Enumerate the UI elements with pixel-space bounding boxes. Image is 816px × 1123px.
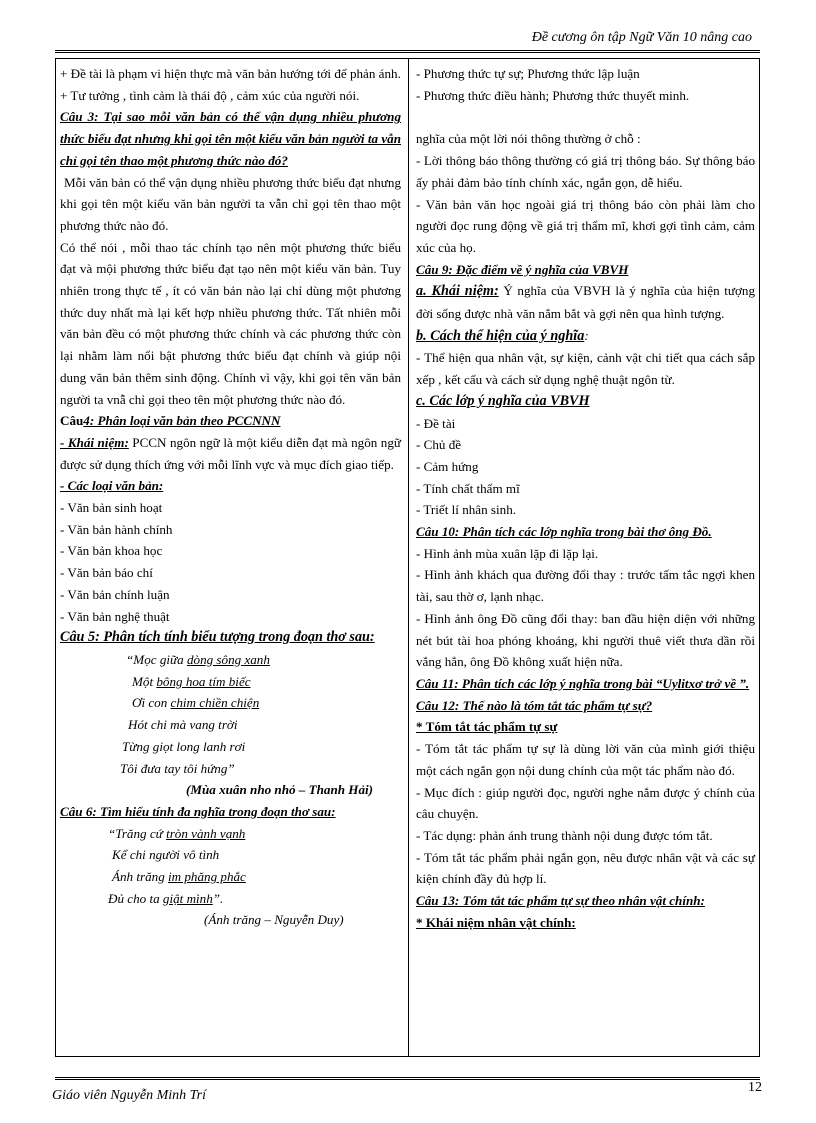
list-item: - Văn bản chính luận xyxy=(60,586,170,602)
question-5-heading: Câu 5: Phân tích tính biểu tượng trong đoạn thơ sau: xyxy=(60,629,375,646)
question-11-heading: Câu 11: Phân tích các lớp ý nghĩa trong bài “Uylitxơ trở về ”. xyxy=(416,675,750,691)
list-item: - Chủ đề xyxy=(416,437,462,453)
question-10-point-2: - Hình ảnh khách qua đường đổi thay : trước tấm tắc ngợi khen tài, sau thờ ơ, lạnh nhạc. xyxy=(416,567,755,605)
question-10-point-1: - Hình ảnh mùa xuân lặp đi lặp lại. xyxy=(416,545,599,561)
method-line-1: - Phương thức tự sự; Phương thức lập luận xyxy=(416,66,640,81)
question-4-definition xyxy=(60,432,401,475)
definition-text: PCCN ngôn ngữ là một kiểu diễn đạt mà ngôn ngữ được sử dụng thích ứng với mỗi lĩnh vực và mục đích giao tiếp. xyxy=(60,434,401,472)
question-4-prefix: Câu xyxy=(60,413,84,429)
question-4-heading xyxy=(60,410,401,432)
poem-line: Hót chi mà vang trời xyxy=(128,717,238,733)
right-column xyxy=(416,63,755,933)
summary-point-1: - Tóm tắt tác phẩm tự sự là dùng lời văn của mình giới thiệu một cách ngắn gọn nội dung chính của một tác phẩm nào đó. xyxy=(416,741,755,778)
topic-definition: + Đề tài là phạm vi hiện thực mà văn bản hướng tới để phản ánh. xyxy=(60,66,401,81)
poem-moonlight xyxy=(60,823,401,932)
page-header-title: Đề cương ôn tập Ngữ Văn 10 nâng cao xyxy=(531,30,752,45)
poem-source: (Mùa xuân nho nhỏ – Thanh Hải) xyxy=(186,782,374,798)
poem-line: Đủ cho ta giật mình”. xyxy=(108,890,224,906)
summary-point-2: - Mục đích : giúp người đọc, người nghe nắm được ý chính của câu chuyện. xyxy=(416,784,755,822)
list-item: - Văn bản hành chính xyxy=(60,521,173,537)
poem-source: (Ánh trăng – Nguyễn Duy) xyxy=(204,912,344,928)
thought-definition: + Tư tưởng , tình cảm là thái độ , cảm xúc của người nói. xyxy=(60,87,360,103)
concept-text: Ý nghĩa của VBVH là ý nghĩa của hiện tượng đời sống được nhà văn nắm bắt và gợi nên qua hình tượng. xyxy=(416,283,755,322)
list-item: - Văn bản sinh hoạt xyxy=(60,500,163,516)
question-10-heading: Câu 10: Phân tích các lớp nghĩa trong bài thơ ông Đồ. xyxy=(416,524,712,540)
question-10-point-3: - Hình ảnh ông Đồ cũng đổi thay: ban đầu hiện diện với những nét bút tài hoa phóng khoáng, khi người thuê viết thưa dần rồi vắng hẳn, ông Đồ không xuất hiện nữa. xyxy=(416,610,755,670)
meaning-layers-list xyxy=(416,413,755,522)
question-6-heading: Câu 6: Tìm hiểu tính đa nghĩa trong đoạn thơ sau: xyxy=(60,803,336,819)
poem-spring xyxy=(60,649,401,801)
poem-line: Tôi đưa tay tôi hứng” xyxy=(120,760,235,776)
question-9-b-heading: b. Cách thể hiện của ý nghĩa: xyxy=(416,327,589,344)
poem-line: Ơi con chim chiền chiện xyxy=(132,695,260,711)
definition-label: - Khái niệm: xyxy=(60,434,129,450)
question-13-heading: Câu 13: Tóm tắt tác phẩm tự sự theo nhân vật chính: xyxy=(416,893,705,909)
text-types-heading: - Các loại văn bản: xyxy=(60,478,164,494)
poem-line: Một bông hoa tím biếc xyxy=(132,673,251,689)
list-item: - Văn bản báo chí xyxy=(60,565,153,581)
poem-line: Từng giọt long lanh rơi xyxy=(122,738,246,754)
list-item: - Cảm hứng xyxy=(416,458,479,474)
left-column xyxy=(60,63,401,931)
question-3-heading: Câu 3: Tại sao mỗi văn bản có thể vận dụng nhiều phương thức biểu đạt nhưng khi gọi tên một kiểu văn bản người ta vẫn chỉ gọi tên thao một phương thức nào đó? xyxy=(60,109,401,168)
footer-teacher: Giáo viên Nguyễn Minh Trí xyxy=(52,1088,206,1103)
list-item: - Văn bản nghệ thuật xyxy=(60,608,170,624)
list-item: - Đề tài xyxy=(416,415,456,431)
main-character-subheading: * Khái niệm nhân vật chính: xyxy=(416,914,576,930)
meaning-intro: nghĩa của một lời nói thông thường ở chỗ : xyxy=(416,131,641,147)
meaning-point-1: - Lời thông báo thông thường có giá trị thông báo. Sự thông báo ấy phải đảm bảo tính chính xác, ngắn gọn, dễ hiểu. xyxy=(416,153,755,190)
list-item: - Tính chất thẩm mĩ xyxy=(416,480,520,496)
summary-subheading: * Tóm tắt tác phẩm tự sự xyxy=(416,719,558,735)
method-line-2: - Phương thức điều hành; Phương thức thuyết minh. xyxy=(416,87,690,103)
content-table xyxy=(55,58,760,1057)
summary-point-4: - Tóm tắt tác phẩm phải ngắn gọn, nêu được nhân vật và các sự kiện chính đầy đủ hợp lí. xyxy=(416,849,755,887)
meaning-point-2: - Văn bản văn học ngoài giá trị thông báo còn phải làm cho người đọc rung động về giá trị thẩm mĩ, khơi gợi tình cảm, cảm xúc của họ. xyxy=(416,196,755,255)
question-3-answer-1: Mỗi văn bản có thể vận dụng nhiều phương thức biểu đạt nhưng khi gọi tên một kiểu văn bản người ta vẫn chỉ gọi tên thao một phương thức nào đó. xyxy=(60,174,401,233)
poem-line: “Trăng cứ tròn vành vạnh xyxy=(108,825,246,841)
poem-line: Kể chi người vô tình xyxy=(112,847,220,863)
question-9-b-text: - Thể hiện qua nhân vật, sự kiện, cảnh vật chi tiết qua cách sắp xếp , kết cấu và cách sử dụng nghệ thuật ngôn từ. xyxy=(416,350,755,388)
question-12-heading: Câu 12: Thế nào là tóm tắt tác phẩm tự sự? xyxy=(416,697,653,713)
poem-line: “Mọc giữa dòng sông xanh xyxy=(126,651,270,667)
text-types-list xyxy=(60,497,401,627)
column-divider xyxy=(408,59,409,1056)
question-9-a xyxy=(416,280,755,324)
footer-rule xyxy=(55,1077,760,1080)
question-3-answer-2: Có thể nói , mỗi thao tác chính tạo nên một phương thức biểu đạt và mội phương thức biểu đạt tạo nên một kiểu văn bản. Tuy nhiên trong thực tế , ít có văn bản nào lại chỉ dùng một phương thức duy nhất mà lại kết hợp nhiều phương thức. Tất nhiên mỗi văn bản đều có một phương thức chính và các phương thức còn lại nhằm làm nổi bật phương thức biểu đạt chính và giúp nội dung văn bản thêm sinh động. Chính vì vậy, khi gọi tên văn bản người ta vnẫ chỉ gọi theo tên một phương thức nào đó. xyxy=(60,239,401,407)
question-4-title: 4: Phân loại văn bản theo PCCNNN xyxy=(83,413,281,429)
poem-line: Ánh trăng im phăng phắc xyxy=(112,869,246,885)
concept-label: a. Khái niệm: xyxy=(416,283,499,300)
question-9-heading: Câu 9: Đặc điểm về ý nghĩa của VBVH xyxy=(416,261,629,277)
list-item: - Triết lí nhân sinh. xyxy=(416,502,517,518)
spacer xyxy=(416,106,755,128)
list-item: - Văn bản khoa học xyxy=(60,543,163,559)
header-rule xyxy=(55,50,760,53)
summary-point-3: - Tác dụng: phản ánh trung thành nội dung được tóm tắt. xyxy=(416,827,713,843)
question-9-c-heading: c. Các lớp ý nghĩa của VBVH xyxy=(416,392,590,409)
page-number: 12 xyxy=(748,1080,762,1095)
